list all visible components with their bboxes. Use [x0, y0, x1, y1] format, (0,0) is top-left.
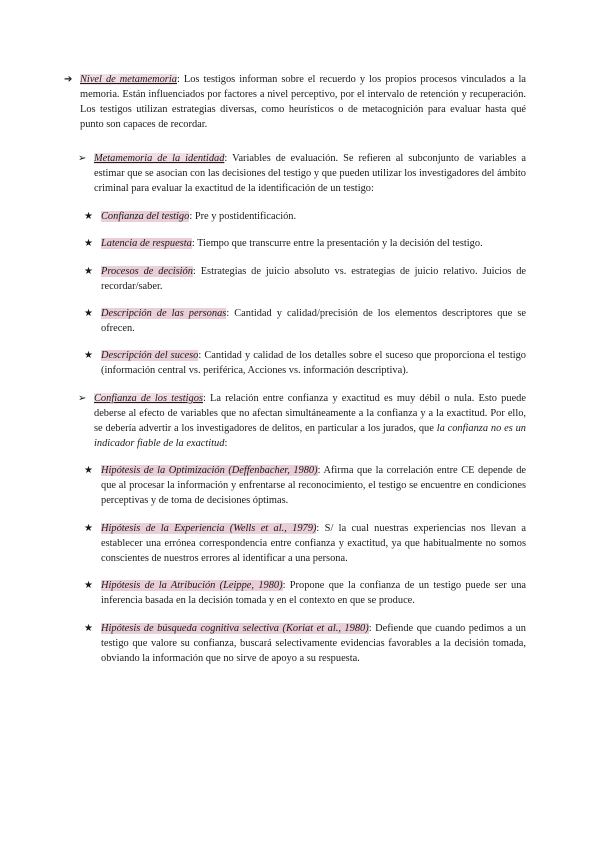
star-bullet-icon: ★ — [84, 211, 93, 222]
chevron-bullet-icon: ➢ — [78, 153, 87, 164]
chevron-bullet-icon: ➢ — [78, 393, 87, 404]
list-item — [101, 463, 526, 508]
list-item-text: : Cantidad y calidad de los detalles sobre el suceso que proporciona el testigo (información central vs. periférica, Acciones vs. información descriptiva). — [101, 350, 526, 376]
list-item-text: : S/ la cual nuestras experiencias nos llevan a establecer una errónea correspondencia entre confianza y exactitud, ya que habitualmente no somos conscientes de nuestros errores al identificar a una persona. — [101, 523, 526, 564]
list-item-text: : Afirma que la correlación entre CE depende de que al procesar la información y enfrentarse al reconocimiento, el testigo se encuentre en condiciones perceptivas y de toma de decisiones óptimas. — [101, 465, 527, 506]
arrow-bullet-icon: ➔ — [64, 74, 73, 85]
list-item — [101, 264, 526, 294]
list-item-text: : Pre y postidentificación. — [189, 211, 297, 222]
metamemory-level-paragraph — [80, 72, 526, 132]
star-bullet-icon: ★ — [84, 523, 93, 534]
witness-confidence-paragraph — [94, 391, 526, 451]
star-bullet-icon: ★ — [84, 308, 93, 319]
star-bullet-icon: ★ — [84, 238, 93, 249]
list-item-term: Hipótesis de búsqueda cognitiva selectiva (Koriat et al., 1980) — [101, 623, 369, 634]
list-item-term: Confianza del testigo — [101, 211, 190, 222]
list-item — [101, 578, 526, 608]
list-item — [101, 209, 526, 224]
list-item — [101, 306, 526, 336]
star-bullet-icon: ★ — [84, 266, 93, 277]
list-item-text: : Propone que la confianza de un testigo puede ser una inferencia basada en la decisión tomada y en el contexto en que se produce. — [101, 580, 526, 606]
list-item-term: Hipótesis de la Atribución (Leippe, 1980) — [101, 580, 283, 591]
list-item-term: Hipótesis de la Optimización (Deffenbacher, 1980) — [101, 465, 318, 476]
list-item — [101, 348, 526, 378]
metamemory-level-term: Nivel de metamemoria — [80, 74, 177, 85]
list-item-text: : Estrategias de juicio absoluto vs. estrategias de juicio relativo. Juicios de recordar/saber. — [101, 266, 526, 292]
metamemory-level-text: : Los testigos informan sobre el recuerdo y los propios procesos vinculados a la memoria. Están influenciados por factores a nivel perceptivo, por el intervalo de retención y recuperación. Los testigos utilizan estrategias diversas, como heurísticos o de metacognición para evaluar hasta qué punto son capaces de recordar. — [80, 74, 526, 130]
list-item-term: Hipótesis de la Experiencia (Wells et al., 1979) — [101, 523, 317, 534]
list-item-term: Latencia de respuesta — [101, 238, 192, 249]
list-item — [101, 521, 526, 566]
witness-confidence-emphasis: la confianza no es un indicador fiable de la exactitud — [94, 423, 526, 449]
witness-confidence-term: Confianza de los testigos — [94, 393, 203, 404]
list-item — [101, 621, 526, 666]
list-item-term: Procesos de decisión — [101, 266, 193, 277]
list-item-text: : Tiempo que transcurre entre la presentación y la decisión del testigo. — [191, 238, 483, 249]
witness-confidence-text: : La relación entre confianza y exactitud es muy débil o nula. Esto puede deberse al efecto de variables que no afectan simultáneamente a la confianza y a la exactitud. Por ello, se debería advertir a los investigadores de delitos, en particular a los jurados, que — [94, 393, 526, 434]
identity-metamemory-paragraph — [94, 151, 526, 196]
witness-confidence-tail: : — [224, 438, 228, 449]
identity-metamemory-text: : Variables de evaluación. Se refieren al subconjunto de variables a estimar que se asocian con las decisiones del testigo y que pueden utilizar los investigadores del ámbito criminal para evaluar la exactitud de la identificación de un testigo: — [94, 153, 526, 194]
star-bullet-icon: ★ — [84, 350, 93, 361]
star-bullet-icon: ★ — [84, 465, 93, 476]
list-item-term: Descripción de las personas — [101, 308, 227, 319]
identity-metamemory-term: Metamemoria de la identidad — [94, 153, 225, 164]
list-item-term: Descripción del suceso — [101, 350, 199, 361]
star-bullet-icon: ★ — [84, 623, 93, 634]
list-item-text: : Defiende que cuando pedimos a un testigo que valore su confianza, buscará selectivamente evidencias favorables a la decisión tomada, obviando la información que no sirve de apoyo a su respuesta. — [101, 623, 526, 664]
list-item — [101, 236, 526, 251]
list-item-text: : Cantidad y calidad/precisión de los elementos descriptores que se ofrecen. — [101, 308, 526, 334]
star-bullet-icon: ★ — [84, 580, 93, 591]
